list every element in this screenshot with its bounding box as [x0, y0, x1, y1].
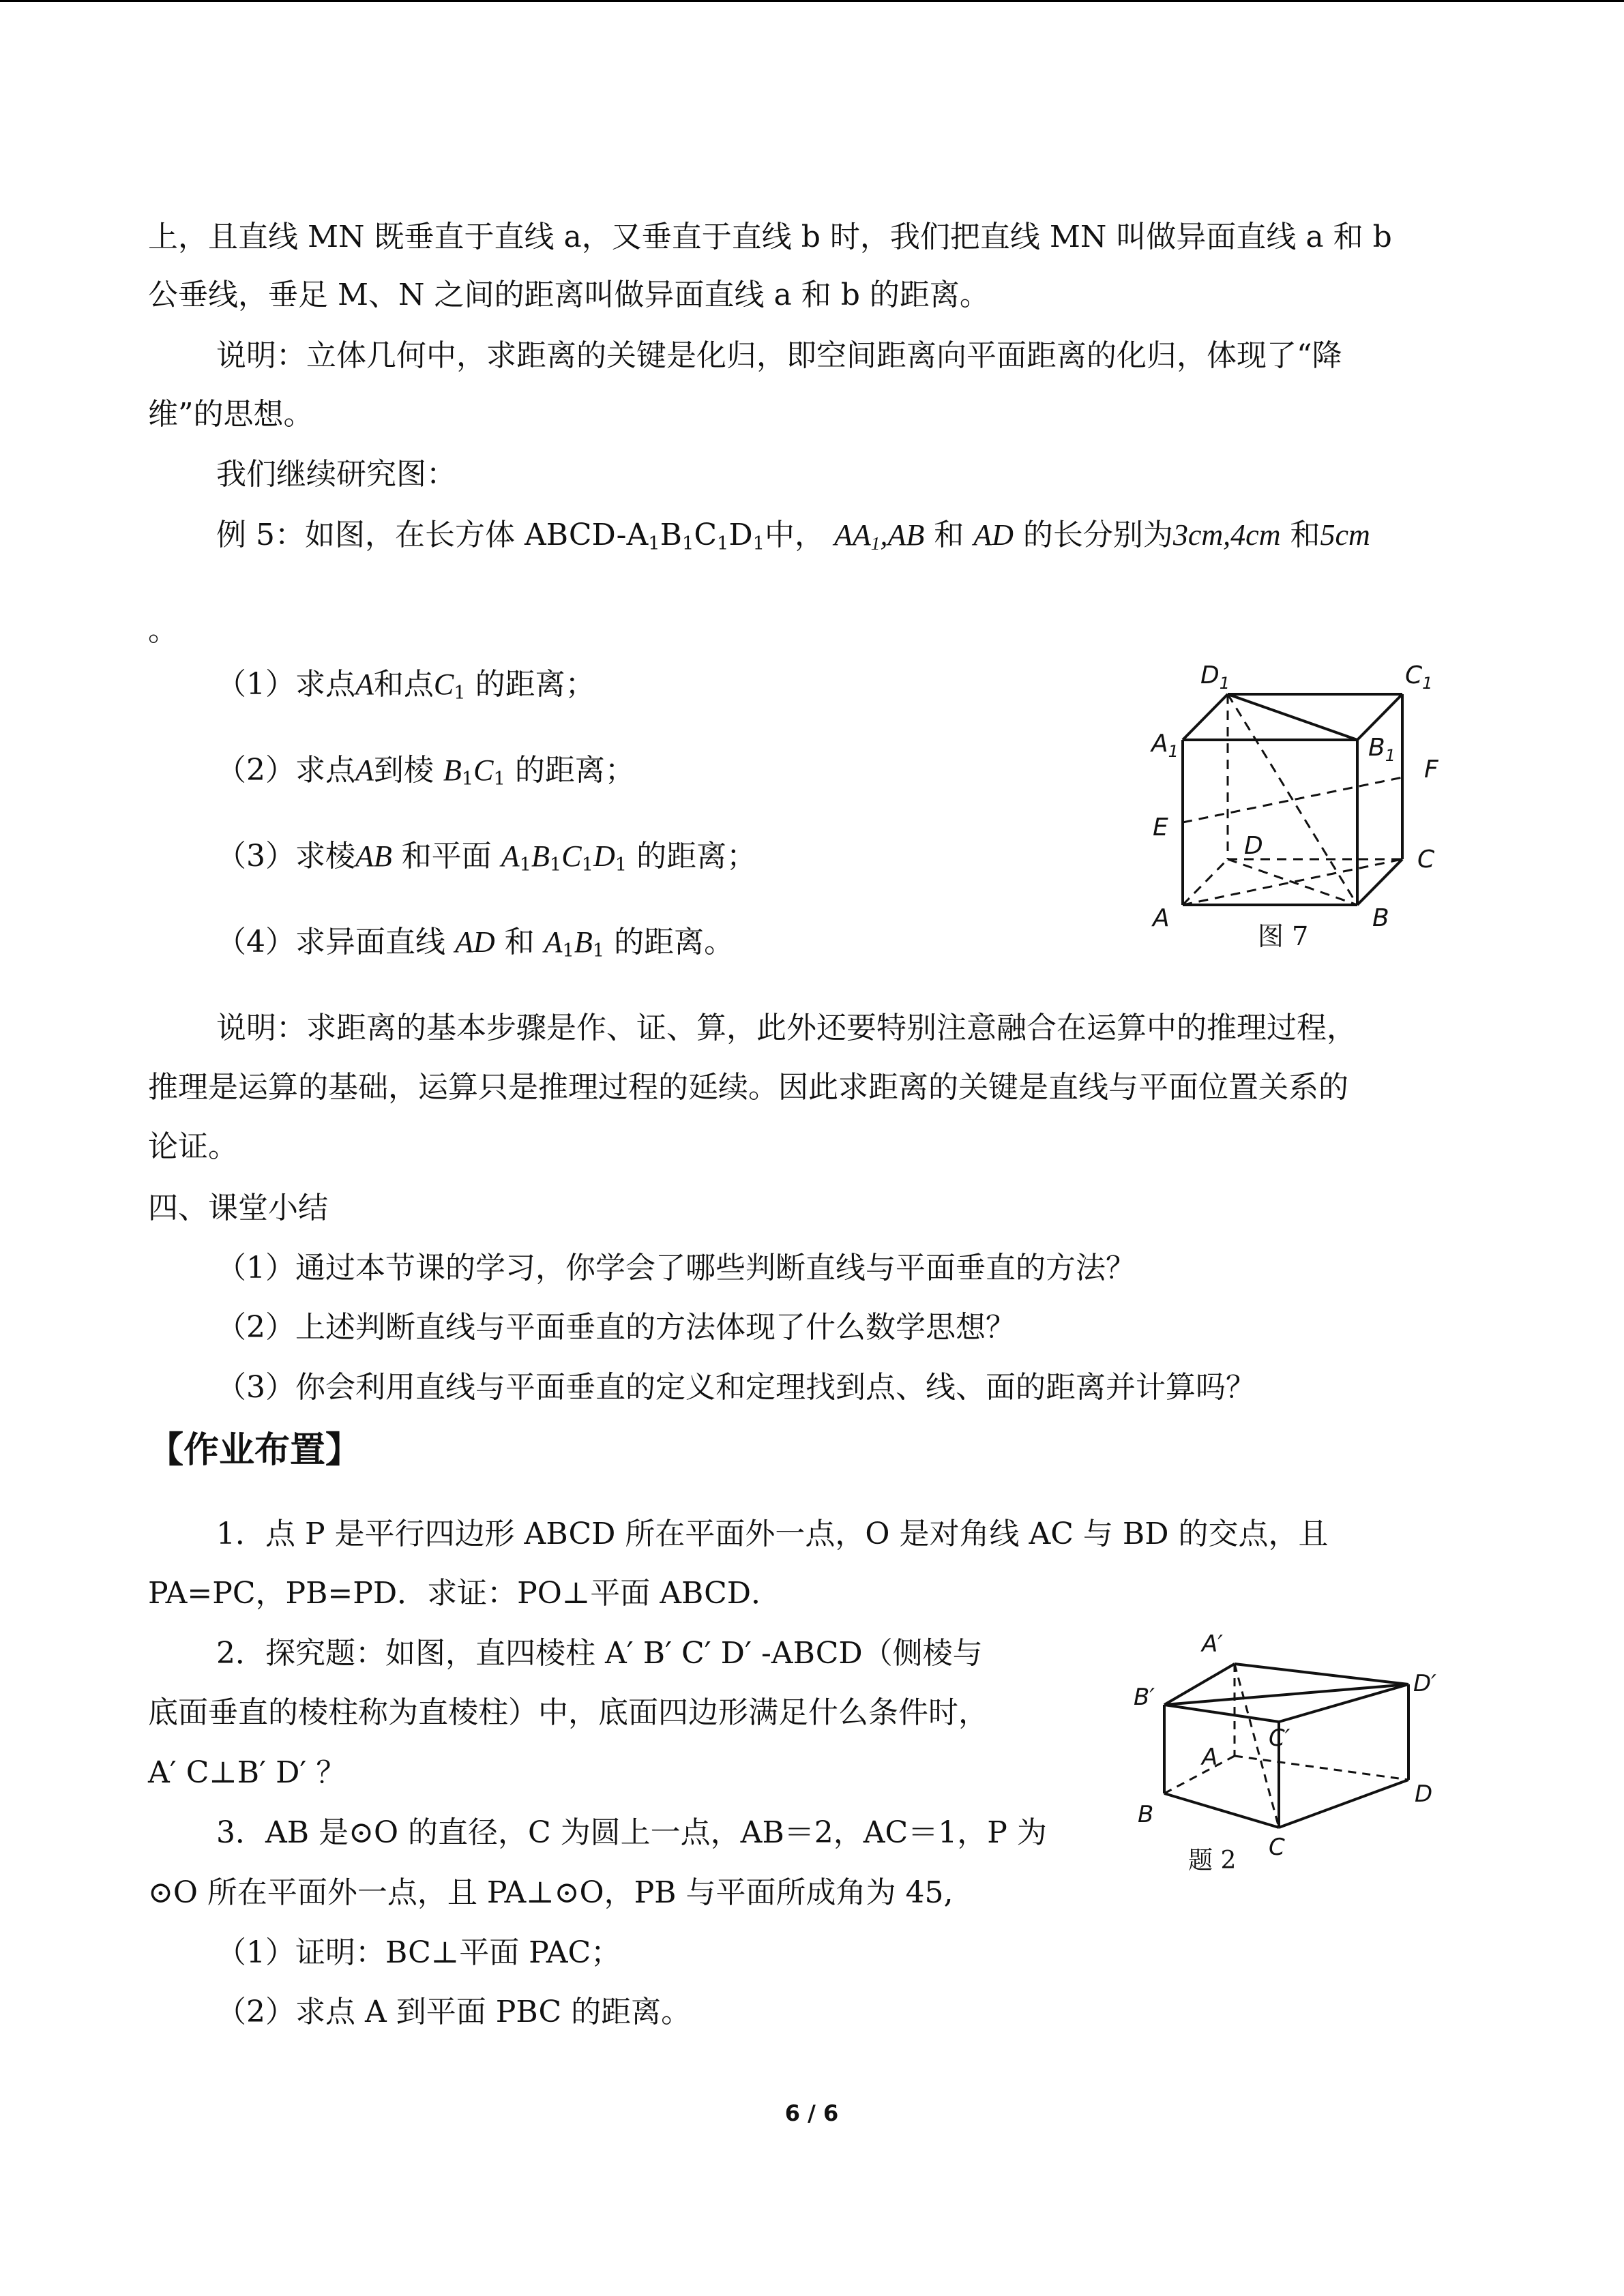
label-a: A [1153, 904, 1170, 932]
homework-item-2: 底面垂直的棱柱称为直棱柱）中，底面四边形满足什么条件时， [148, 1695, 988, 1730]
note-line: 推理是运算的基础，运算只是推理过程的延续。因此求距离的关键是直线与平面位置关系的 [148, 1070, 1348, 1105]
note-line: 说明：求距离的基本步骤是作、证、算，此外还要特别注意融合在运算中的推理过程， [216, 1011, 1357, 1045]
homework-item-2: A′ C⊥B′ D′ ？ [148, 1755, 346, 1790]
label-d1: $D_1$ [1200, 661, 1230, 693]
homework-item-3: ⊙O 所在平面外一点，且 PA⊥⊙O，PB 与平面所成角为 45, [148, 1875, 954, 1910]
homework-title: 【作业布置】 [148, 1430, 361, 1471]
label-c1: $C_1$ [1405, 661, 1433, 693]
label-d-prime: D′ [1413, 1670, 1436, 1697]
label-f: F [1424, 756, 1438, 784]
figure-2-caption: 题 2 [1188, 1847, 1237, 1875]
homework-item-3-sub: （2）求点 A 到平面 PBC 的距离。 [216, 1995, 692, 2029]
summary-item: （2）上述判断直线与平面垂直的方法体现了什么数学思想？ [216, 1310, 1016, 1345]
note-line: 维”的思想。 [148, 397, 314, 432]
label-b: B [1138, 1801, 1154, 1828]
figure-2-prism [1125, 1623, 1466, 1882]
label-d: D [1415, 1780, 1433, 1808]
paragraph-line: 公垂线，垂足 M、N 之间的距离叫做异面直线 a 和 b 的距离。 [148, 278, 990, 312]
label-d: D [1244, 832, 1263, 860]
label-e: E [1153, 814, 1168, 841]
label-b: B [1372, 904, 1389, 932]
figure-7-cuboid [1132, 655, 1460, 968]
page-number: 6 / 6 [784, 2100, 839, 2126]
summary-title: 四、课堂小结 [148, 1191, 328, 1225]
label-c: C [1269, 1834, 1285, 1861]
label-a-prime: A′ [1202, 1630, 1223, 1658]
example-5-line: 例 5：如图，在长方体 ABCD-$A_1B_1C_1D_1$中， $AA_1,AB$ 和 AD 的长分别为3cm,4cm 和5cm [216, 518, 1370, 554]
note-line: 说明：立体几何中，求距离的关键是化归，即空间距离向平面距离的化归，体现了“降 [216, 338, 1342, 373]
note-line: 论证。 [148, 1129, 238, 1164]
label-b1: $B_1$ [1368, 734, 1396, 765]
question-4: （4）求异面直线 AD 和 $A_1B_1$ 的距离。 [216, 925, 735, 961]
figure-7-caption: 图 7 [1258, 921, 1309, 951]
label-a: A [1202, 1744, 1218, 1771]
homework-item-2: 2．探究题：如图，直四棱柱 A′ B′ C′ D′ -ABCD（侧棱与 [216, 1636, 983, 1671]
continue-line: 我们继续研究图： [216, 457, 456, 492]
question-1: （1）求点A和点$C_1$ 的距离； [216, 667, 595, 704]
example-5-period: 。 [148, 613, 178, 648]
question-3: （3）求棱AB 和平面 $A_1B_1C_1D_1$ 的距离； [216, 839, 757, 876]
homework-item-1: PA=PC，PB=PD．求证：PO⊥平面 ABCD． [148, 1576, 782, 1611]
paragraph-line: 上，且直线 MN 既垂直于直线 a，又垂直于直线 b 时，我们把直线 MN 叫做异面直线 a 和 b [148, 220, 1392, 254]
label-a1: $A_1$ [1151, 730, 1179, 761]
summary-item: （3）你会利用直线与平面垂直的定义和定理找到点、线、面的距离并计算吗？ [216, 1370, 1256, 1405]
homework-item-3: 3．AB 是⊙O 的直径，C 为圆上一点，AB＝2，AC＝1，P 为 [216, 1815, 1047, 1850]
label-c-prime: C′ [1269, 1725, 1290, 1752]
homework-item-3-sub: （1）证明：BC⊥平面 PAC； [216, 1935, 621, 1970]
label-c: C [1417, 846, 1435, 874]
label-b-prime: B′ [1134, 1684, 1155, 1711]
homework-item-1: 1．点 P 是平行四边形 ABCD 所在平面外一点，O 是对角线 AC 与 BD 的交点，且 [216, 1517, 1329, 1551]
summary-item: （1）通过本节课的学习，你学会了哪些判断直线与平面垂直的方法？ [216, 1251, 1136, 1285]
question-2: （2）求点A到棱 $B_1C_1$ 的距离； [216, 753, 635, 790]
